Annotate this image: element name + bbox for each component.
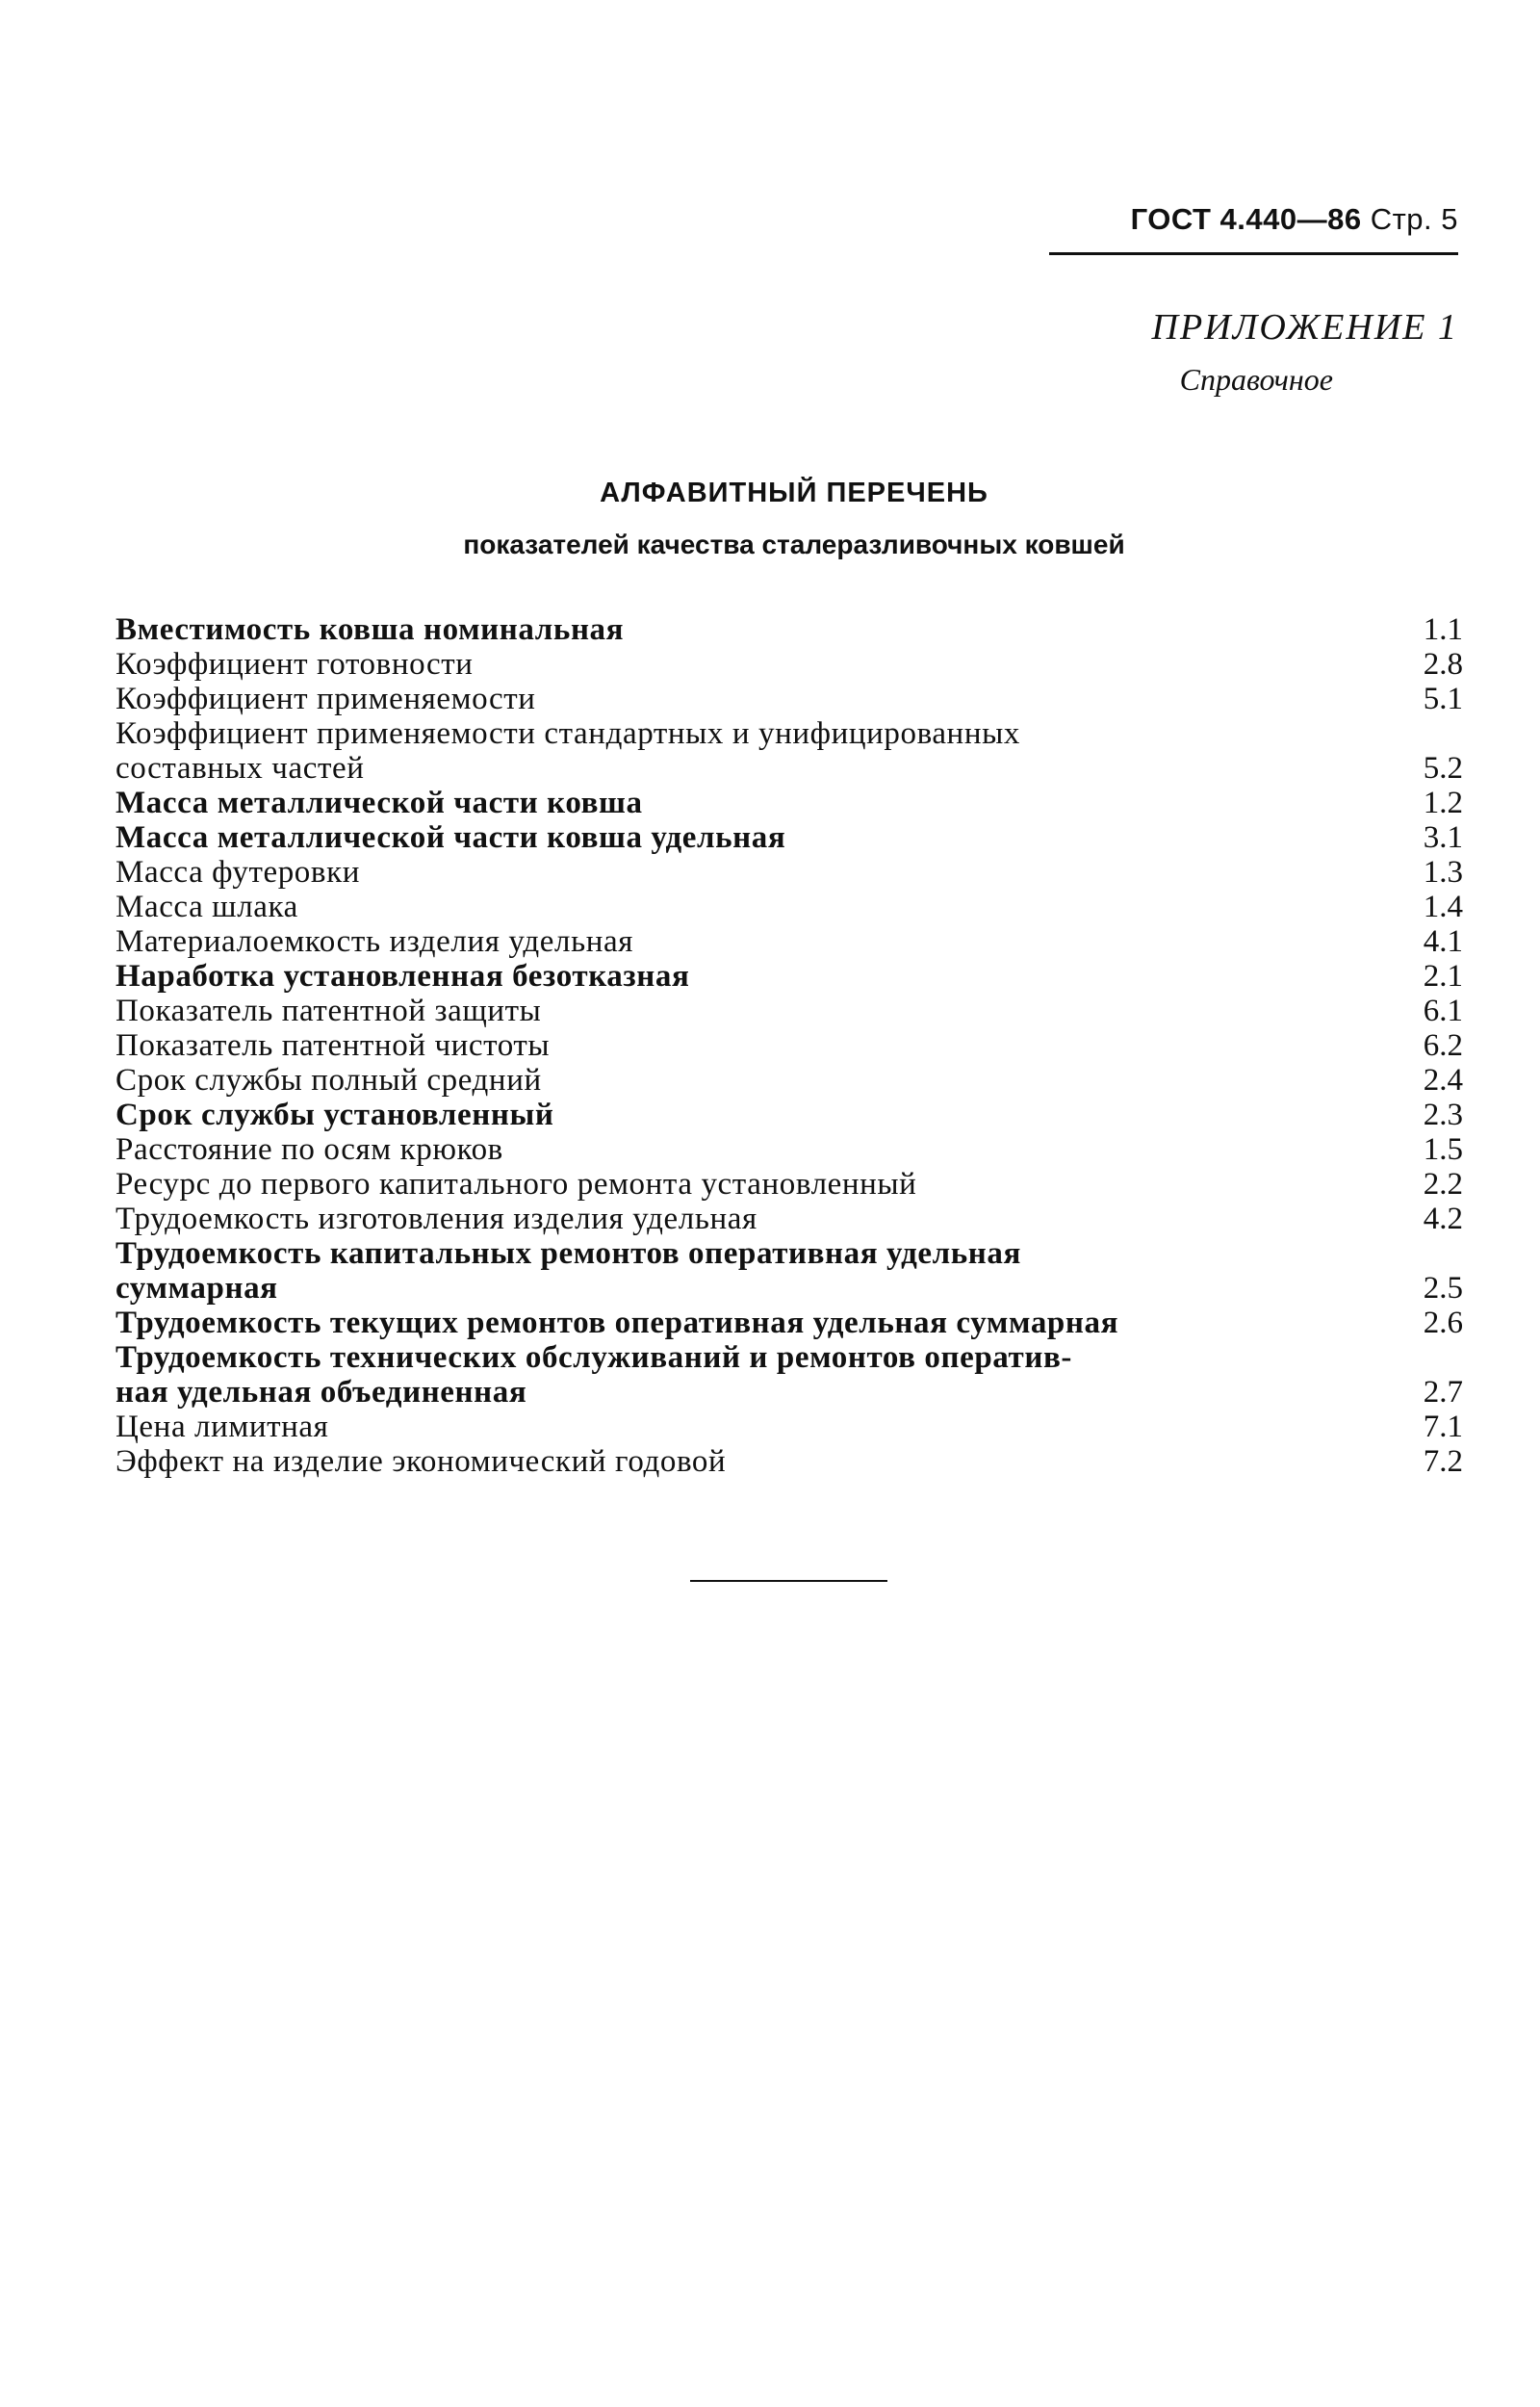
index-entry-label: Коэффициент применяемости xyxy=(116,682,536,716)
index-entry-ref: 6.2 xyxy=(1423,1028,1463,1063)
index-entry-label: Показатель патентной защиты xyxy=(116,994,542,1028)
index-entry-label: Масса металлической части ковша xyxy=(116,786,643,820)
index-entry-label: Ресурс до первого капитального ремонта установленный xyxy=(116,1167,917,1202)
index-entry xyxy=(116,682,1463,716)
appendix-subtitle: Справочное xyxy=(1179,362,1333,397)
index-entry xyxy=(116,1098,1463,1132)
index-entry-ref: 1.2 xyxy=(1423,786,1463,820)
index-entry-label: Расстояние по осям крюков xyxy=(116,1132,503,1167)
index-entry xyxy=(116,855,1463,890)
index-entry-ref: 4.2 xyxy=(1423,1202,1463,1236)
index-entry xyxy=(116,1236,1463,1306)
index-entry-label: Трудоемкость технических обслуживаний и ремонтов оператив- ная удельная объединенная xyxy=(116,1340,1072,1410)
index-entry-ref: 7.2 xyxy=(1423,1444,1463,1479)
appendix-title: ПРИЛОЖЕНИЕ 1 xyxy=(1151,307,1458,348)
index-entry-label: Цена лимитная xyxy=(116,1410,329,1444)
index-entry xyxy=(116,1028,1463,1063)
page-number: Стр. 5 xyxy=(1370,202,1458,236)
index-entry-ref: 4.1 xyxy=(1423,924,1463,959)
index-entry-label: Трудоемкость капитальных ремонтов оперативная удельная суммарная xyxy=(116,1236,1021,1306)
index-entry xyxy=(116,924,1463,959)
index-entry xyxy=(116,716,1463,786)
index-entry-label: Масса шлака xyxy=(116,890,298,924)
header-rule xyxy=(1049,252,1458,255)
index-entry-label: Эффект на изделие экономический годовой xyxy=(116,1444,727,1479)
standard-code: ГОСТ 4.440—86 xyxy=(1130,202,1362,236)
index-entry-ref: 2.4 xyxy=(1423,1063,1463,1098)
index-entry xyxy=(116,1340,1463,1410)
index-entry xyxy=(116,959,1463,994)
index-entry-ref: 2.3 xyxy=(1423,1098,1463,1132)
index-entry-ref: 2.2 xyxy=(1423,1167,1463,1202)
index-entry xyxy=(116,647,1463,682)
index-entry-ref: 5.2 xyxy=(1423,751,1463,786)
index-entry xyxy=(116,1132,1463,1167)
index-entry-label: Трудоемкость текущих ремонтов оперативная удельная суммарная xyxy=(116,1306,1119,1340)
index-entry-label: Масса металлической части ковша удельная xyxy=(116,820,786,855)
index-entry-ref: 2.1 xyxy=(1423,959,1463,994)
index-entry-ref: 2.6 xyxy=(1423,1306,1463,1340)
index-entry xyxy=(116,1063,1463,1098)
index-entry xyxy=(116,820,1463,855)
index-entry-ref: 1.3 xyxy=(1423,855,1463,890)
index-list xyxy=(116,612,1463,1479)
index-entry-ref: 1.1 xyxy=(1423,612,1463,647)
index-entry xyxy=(116,1444,1463,1479)
index-entry-label: Коэффициент применяемости стандартных и унифицированных составных частей xyxy=(116,716,1020,786)
document-subtitle: показателей качества сталеразливочных ковшей xyxy=(463,530,1125,559)
index-entry-ref: 1.5 xyxy=(1423,1132,1463,1167)
index-entry xyxy=(116,1202,1463,1236)
index-entry-ref: 1.4 xyxy=(1423,890,1463,924)
index-entry-label: Срок службы установленный xyxy=(116,1098,554,1132)
index-entry-label: Материалоемкость изделия удельная xyxy=(116,924,634,959)
index-entry-ref: 7.1 xyxy=(1423,1410,1463,1444)
index-entry xyxy=(116,1167,1463,1202)
index-entry-label: Коэффициент готовности xyxy=(116,647,474,682)
index-entry-ref: 2.8 xyxy=(1423,647,1463,682)
index-entry xyxy=(116,786,1463,820)
index-entry xyxy=(116,1306,1463,1340)
index-entry-ref: 6.1 xyxy=(1423,994,1463,1028)
document-title: АЛФАВИТНЫЙ ПЕРЕЧЕНЬ xyxy=(600,478,988,508)
index-entry-label: Показатель патентной чистоты xyxy=(116,1028,551,1063)
index-entry-ref: 2.7 xyxy=(1423,1375,1463,1410)
end-rule xyxy=(690,1580,887,1582)
index-entry-label: Масса футеровки xyxy=(116,855,360,890)
index-entry-label: Трудоемкость изготовления изделия удельная xyxy=(116,1202,757,1236)
index-entry-ref: 3.1 xyxy=(1423,820,1463,855)
index-entry-label: Срок службы полный средний xyxy=(116,1063,542,1098)
index-entry-label: Вместимость ковша номинальная xyxy=(116,612,625,647)
index-entry-ref: 2.5 xyxy=(1423,1271,1463,1306)
index-entry xyxy=(116,890,1463,924)
index-entry-ref: 5.1 xyxy=(1423,682,1463,716)
index-entry xyxy=(116,612,1463,647)
index-entry xyxy=(116,1410,1463,1444)
index-entry-label: Наработка установленная безотказная xyxy=(116,959,690,994)
page-header xyxy=(1049,202,1458,237)
index-entry xyxy=(116,994,1463,1028)
